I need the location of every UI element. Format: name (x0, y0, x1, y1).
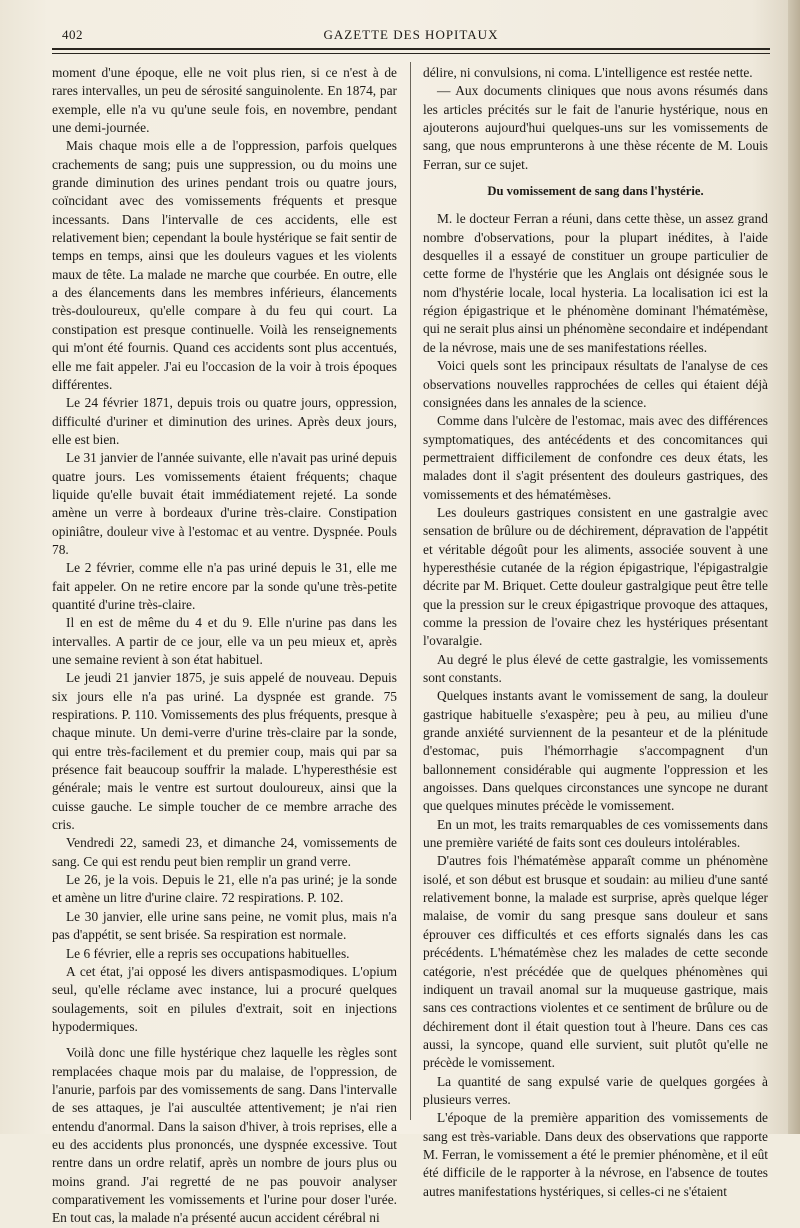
column-divider (410, 62, 411, 1120)
paragraph: Le jeudi 21 janvier 1875, je suis appelé de nouveau. Depuis six jours elle n'a pas uriné. La dyspnée est grande. 75 respirations. P. 110. Vomissements des plus fréquents, presque à chaque minute. Un demi-verre d'urine très-claire par la sonde, qui entre très-facilement et du premier coup, mais qui par sa présence fait beaucoup souffrir la malade. L'hyperesthésie est générale; mais le ventre est surtout douloureux, ainsi que la cuisse gauche. Le simple toucher de ce membre arrache des cris. (52, 670, 397, 833)
paragraph: Voici quels sont les principaux résultats de l'analyse de ces observations nouvelles rapprochées de celles qui étaient déjà consignées dans les annales de la science. (423, 358, 768, 410)
paragraph: Mais chaque mois elle a de l'oppression, parfois quelques crachements de sang; puis une suppression, ou du moins une grande diminution des urines pendant trois ou quatre jours, coïncidant avec des vomissements fréquents et presque incessants. Dans l'intervalle de ces accidents, elle est relativement bien; cependant la boule hystérique se fait sentir de temps en temps, ainsi que les douleurs vagues et les violents maux de tête. La malade ne marche que courbée. En outre, elle a des élancements dans les membres inférieurs, élancements très-douloureux, qu'elle compare à du feu qui court. La constipation est presque continuelle. Voilà les renseignements qui m'ont été fournis. Quand ces accidents sont plus accentués, elle me fait appeler. J'ai eu l'occasion de la voir à trois époques différentes. (52, 138, 397, 392)
header-rule-thin (52, 53, 770, 54)
paragraph: Quelques instants avant le vomissement de sang, la douleur gastrique habituelle s'exaspère; peu à peu, au milieu d'une grande anxiété surviennent de la pesanteur et de la plénitude d'estomac, puis l'hémorrhagie s'accompagnent d'un ballonnement considérable qui augmente l'oppression et les angoisses. Dans quelques circonstances une syncope ne durant que quelques minutes précède le vomissement. (423, 688, 768, 814)
paragraph: Les douleurs gastriques consistent en une gastralgie avec sensation de brûlure ou de déchirement, dépravation de l'appétit et véritable dégoût pour les aliments, associée souvent à une hyperesthésie cutanée de la région épigastrique, l'épigastralgie décrite par M. Briquet. Cette douleur gastralgique peut être telle que la pression sur le creux épigastrique provoque des attaques, comme la pression de l'ovaire chez les hystériques présentant l'ovaralgie. (423, 504, 768, 649)
paragraph: Le 24 février 1871, depuis trois ou quatre jours, oppression, difficulté d'uriner et diminution des urines. Après deux jours, elle est bien. (52, 395, 397, 447)
paragraph: M. le docteur Ferran a réuni, dans cette thèse, un assez grand nombre d'observations, pour la plupart inédites, à l'aide desquelles il a essayé de constituer un groupe particulier de cette forme de l'hystérie que les Anglais ont désignée sous le nom d'hystérie locale, local hysteria. La localisation ici est la région épigastrique et le phénomène dominant l'hématémèse, qui ne serait plus ainsi un phénomène secondaire et indépendant de la névrose, mais une de ses manifestations réelles. (423, 211, 768, 355)
paragraph: La quantité de sang expulsé varie de quelques gorgées à plusieurs verres. (423, 1073, 768, 1107)
paragraph: — Aux documents cliniques que nous avons résumés dans les articles précités sur le fait de l'anurie hystérique, nous en ajouterons aujourd'hui quelques-uns sur les vomissements de sang, que nous emprunterons à une thèse récente de M. Louis Ferran, sur ce sujet. (423, 83, 768, 172)
paragraph: A cet état, j'ai opposé les divers antispasmodiques. L'opium seul, qu'elle réclame avec instance, lui a procuré quelques soulagements, soit en pilules d'extrait, soit en injections hypodermiques. (52, 963, 397, 1034)
journal-title: GAZETTE DES HOPITAUX (323, 27, 499, 42)
paragraph: Vendredi 22, samedi 23, et dimanche 24, vomissements de sang. Ce qui est rendu peut bien remplir un grand verre. (52, 835, 397, 869)
page-header (52, 27, 770, 45)
paragraph: Le 31 janvier de l'année suivante, elle n'avait pas uriné depuis quatre jours. Les vomissements étaient fréquents; chaque liquide qu'elle buvait était immédiatement rejeté. La sonde amène un verre à bordeaux d'urine très-claire. Constipation opiniâtre, douleur vive à l'estomac et au ventre. Dyspnée. Pouls 78. (52, 450, 397, 557)
page-spine (788, 0, 800, 1134)
paragraph: Il en est de même du 4 et du 9. Elle n'urine pas dans les intervalles. A partir de ce jour, elle va un peu mieux et, après une semaine revient à son état habituel. (52, 615, 397, 667)
paragraph: délire, ni convulsions, ni coma. L'intelligence est restée nette. (423, 65, 753, 80)
paragraph: Comme dans l'ulcère de l'estomac, mais avec des différences symptomatiques, des antécédents et des concomitances qui permettraient difficilement de confondre ces deux états, les malades dont il s'agit présentent des douleurs gastriques, des vomissements et des hématémèses. (423, 413, 768, 502)
paragraph: moment d'une époque, elle ne voit plus rien, si ce n'est à de rares intervalles, un peu de sérosité sanguinolente. En 1874, par exemple, elle n'a vu qu'une seule fois, en novembre, pendant une demi-journée. (52, 65, 397, 136)
page-number: 402 (62, 27, 83, 42)
paragraph: Le 30 janvier, elle urine sans peine, ne vomit plus, mais n'a pas d'appétit, se sent brisée. Sa respiration est normale. (52, 908, 397, 943)
paragraph: Le 6 février, elle a repris ses occupations habituelles. (66, 945, 350, 961)
paragraph: D'autres fois l'hématémèse apparaît comme un phénomène isolé, et son début est brusque et soudain: au milieu d'une santé relativement bonne, la malade est surprise, après quelque léger malaise, de vomir du sang presque sans douleur et sans éprouver ces difficultés et ces efforts signalés dans les cas précédents. L'hématémèse chez les malades de cette seconde catégorie, n'est précédée que de quelques phénomènes qui indiquent un travail anomal sur la muqueuse gastrique, mais sans ces contractions violentes et ce sentiment de brûlure ou de déchirement dont il était question tout à l'heure. Dans ces cas aussi, la syncope, quand elle survient, suit plutôt qu'elle ne précède le vomissement. (423, 853, 768, 1071)
header-rule (52, 48, 770, 50)
right-column (423, 64, 768, 1199)
paragraph: Le 26, je la vois. Depuis le 21, elle n'a pas uriné; je la sonde et amène un litre d'urine claire. 72 respirations. P. 102. (52, 872, 397, 906)
section-heading: Du vomissement de sang dans l'hystérie. (487, 184, 704, 199)
paragraph: Le 2 février, comme elle n'a pas uriné depuis le 31, elle me fait appeler. On ne retire encore par la sonde qu'une très-petite quantité d'urine très-claire. (52, 560, 397, 612)
paragraph: Voilà donc une fille hystérique chez laquelle les règles sont remplacées chaque mois par du malaise, de l'oppression, de l'anurie, parfois par des vomissements de sang. Dans l'intervalle de ses attaques, je l'ai auscultée attentivement; je n'ai rien entendu d'anormal. Dans la saison d'hiver, à trois reprises, elle a eu des accidents plus prononcés, une dyspnée excessive. Tout rentre dans un ordre relatif, après un nombre de jours plus ou moins grand. J'ai regretté de ne pas pouvoir analyser comparativement les vomissements et l'urine pour doser l'urée. En tout cas, la malade n'a présenté aucun accident cérébral ni (52, 1045, 397, 1226)
paragraph: En un mot, les traits remarquables de ces vomissements dans une première variété de faits sont ces douleurs intolérables. (423, 816, 768, 851)
paragraph: L'époque de la première apparition des vomissements de sang est très-variable. Dans deux des observations que rapporte M. Ferran, le vomissement a été le premier phénomène, et il eût été difficile de le rapporter à la névrose, en l'absence de toutes autres manifestations hystériques, si celles-ci ne s'étaient (423, 1110, 768, 1199)
paragraph: Au degré le plus élevé de cette gastralgie, les vomissements sont constants. (423, 651, 768, 685)
left-column (52, 64, 397, 1226)
